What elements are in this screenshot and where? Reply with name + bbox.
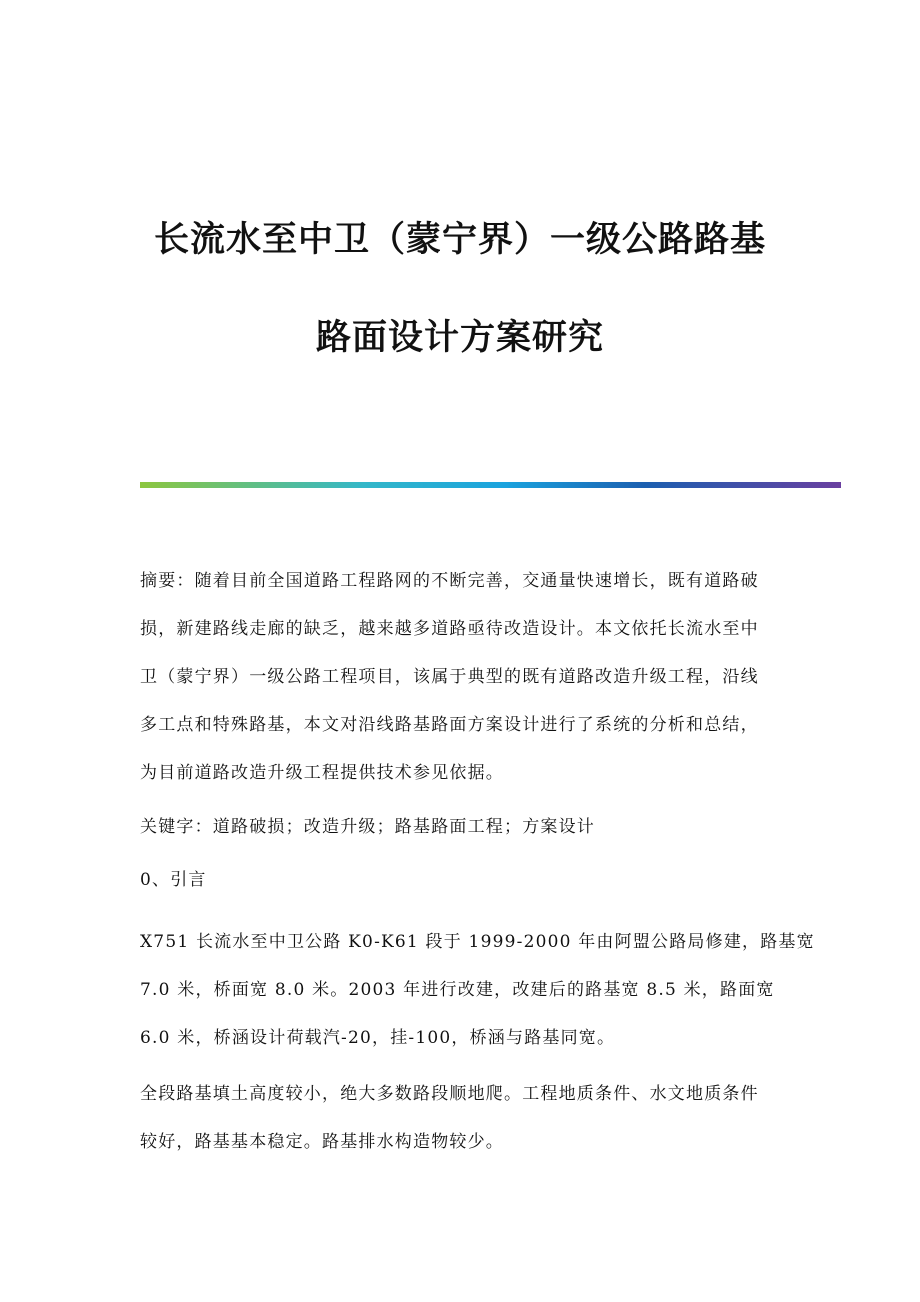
paragraph-line: 较好，路基基本稳定。路基排水构造物较少。 bbox=[140, 1132, 504, 1152]
section-heading-text: 0、引言 bbox=[140, 870, 207, 890]
title-divider-gradient-bar bbox=[140, 482, 841, 488]
document-title-line-1: 长流水至中卫（蒙宁界）一级公路路基 bbox=[153, 220, 766, 260]
paragraph-line: X751 长流水至中卫公路 K0-K61 段于 1999-2000 年由阿盟公路局修建，路基宽 bbox=[140, 932, 815, 952]
abstract-line: 为目前道路改造升级工程提供技术参见依据。 bbox=[140, 763, 504, 783]
keywords-text: 关键字：道路破损；改造升级；路基路面工程；方案设计 bbox=[140, 817, 595, 837]
abstract-line: 多工点和特殊路基，本文对沿线路基路面方案设计进行了系统的分析和总结， bbox=[140, 715, 759, 735]
paragraph-line: 7.0 米，桥面宽 8.0 米。2003 年进行改建，改建后的路基宽 8.5 米，路面宽 bbox=[140, 980, 775, 1000]
abstract-line: 摘要：随着目前全国道路工程路网的不断完善，交通量快速增长，既有道路破 bbox=[140, 571, 759, 591]
body-paragraph-2 bbox=[140, 1070, 780, 1166]
paragraph-line: 全段路基填土高度较小，绝大多数路段顺地爬。工程地质条件、水文地质条件 bbox=[140, 1084, 759, 1104]
body-paragraph-1 bbox=[140, 918, 815, 1062]
section-heading bbox=[140, 856, 780, 904]
abstract-line: 损，新建路线走廊的缺乏，越来越多道路亟待改造设计。本文依托长流水至中 bbox=[140, 619, 759, 639]
paragraph-line: 6.0 米，桥涵设计荷载汽-20，挂-100，桥涵与路基同宽。 bbox=[140, 1028, 616, 1048]
abstract-line: 卫（蒙宁界）一级公路工程项目，该属于典型的既有道路改造升级工程，沿线 bbox=[140, 667, 759, 687]
keywords-line bbox=[140, 803, 780, 851]
abstract-paragraph bbox=[140, 557, 780, 797]
document-title-line-2: 路面设计方案研究 bbox=[315, 318, 604, 358]
